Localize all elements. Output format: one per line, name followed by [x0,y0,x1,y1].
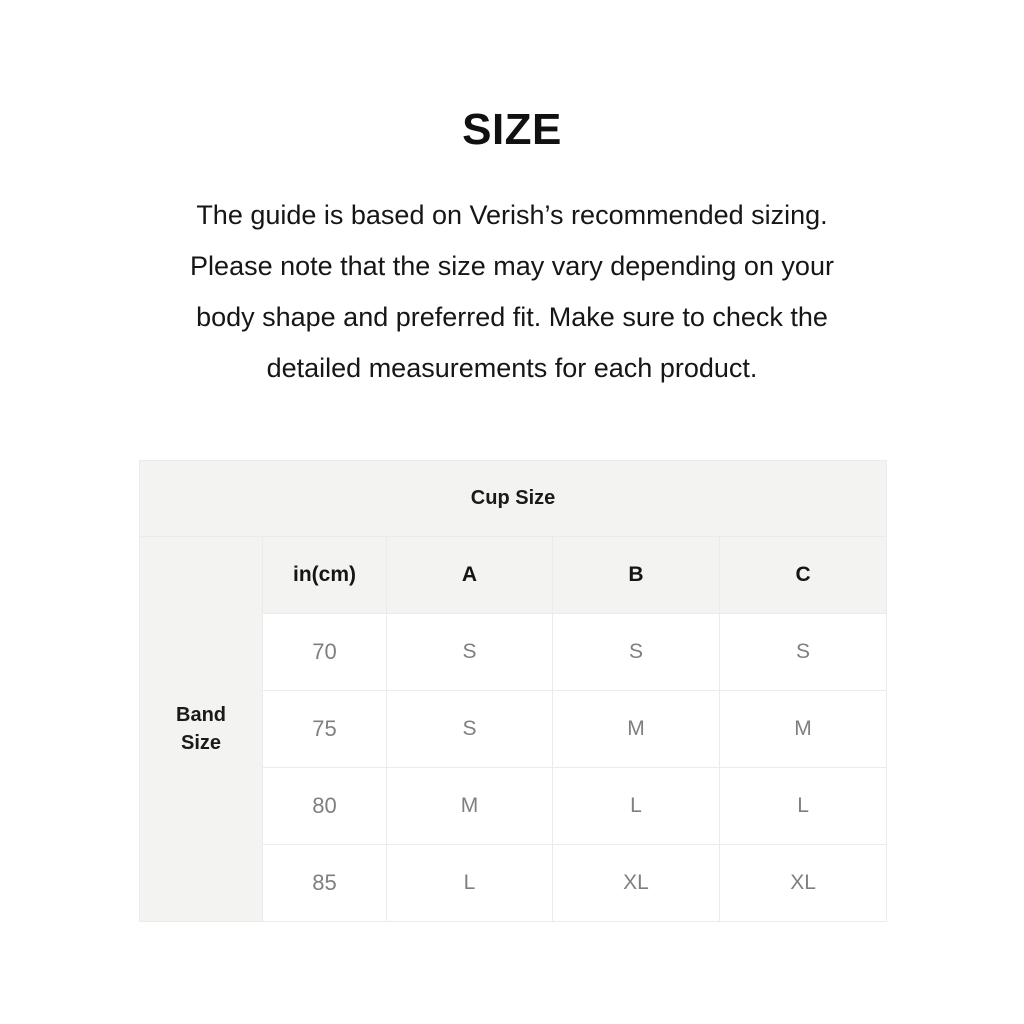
column-header-row [140,537,887,614]
size-cell: S [387,614,553,691]
size-cell: XL [553,845,720,922]
band-size-header [140,537,263,922]
band-value: 80 [263,768,387,845]
size-guide-description [112,190,912,394]
description-line: Please note that the size may vary depending on your [190,251,834,281]
size-cell: M [720,691,887,768]
size-cell: L [720,768,887,845]
band-value: 85 [263,845,387,922]
cup-column-a: A [387,537,553,614]
cup-size-header: Cup Size [140,461,887,537]
page-title: SIZE [462,105,562,154]
size-cell: L [553,768,720,845]
cup-column-c: C [720,537,887,614]
size-cell: L [387,845,553,922]
size-cell: M [553,691,720,768]
description-line: detailed measurements for each product. [266,353,758,383]
band-value: 75 [263,691,387,768]
band-value: 70 [263,614,387,691]
description-line: The guide is based on Verish’s recommended sizing. [196,200,828,230]
size-cell: M [387,768,553,845]
size-chart-table [139,460,887,922]
description-line: body shape and preferred fit. Make sure to check the [196,302,828,332]
size-cell: S [720,614,887,691]
band-size-header-line: Size [180,732,222,754]
size-cell: XL [720,845,887,922]
band-size-header-line: Band [176,704,226,726]
cup-column-b: B [553,537,720,614]
size-cell: S [387,691,553,768]
unit-header: in(cm) [263,537,387,614]
size-cell: S [553,614,720,691]
cup-size-header-row [140,461,887,537]
